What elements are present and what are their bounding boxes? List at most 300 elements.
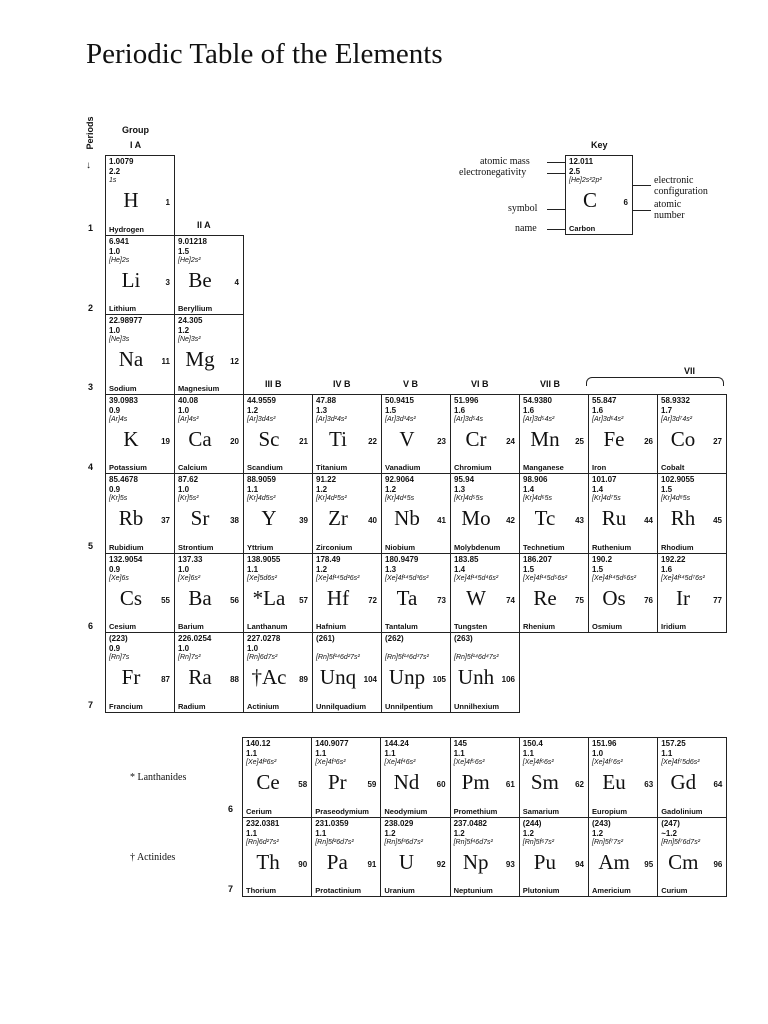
element-config: [Rn]5f²6d7s²: [315, 838, 354, 846]
element-mass: 238.029: [384, 818, 414, 828]
element-name: Iridium: [661, 622, 687, 631]
element-symbol: †Ac: [251, 665, 287, 689]
actinides-label: † Actinides: [130, 852, 176, 863]
period-number: 7: [88, 700, 94, 710]
element-name: Praseodymium: [315, 806, 369, 816]
element-config: [Rn]7s²: [178, 654, 201, 661]
element-mass: 51.996: [454, 395, 479, 405]
element-config: [Rn]5f⁶7s²: [522, 838, 555, 846]
lanthanides-label: * Lanthanides: [130, 772, 187, 783]
element-number: 45: [713, 516, 722, 525]
element-config: [Xe]4f⁶6s²: [522, 759, 554, 766]
element-electronegativity: 1.5: [592, 564, 604, 574]
element-symbol: Th: [256, 849, 280, 874]
element-name: Cesium: [109, 622, 137, 631]
element-number: 60: [436, 780, 446, 789]
element-symbol: Nd: [393, 770, 420, 794]
element-number: 55: [161, 595, 170, 605]
element-config: [Kr]4d⁶5s: [523, 495, 552, 502]
element-electronegativity: 1.1: [315, 749, 327, 758]
element-mass: 140.12: [246, 739, 271, 748]
element-mass: 6.941: [109, 236, 130, 246]
element-mass: 24.305: [178, 316, 203, 325]
element-number: 1: [165, 198, 170, 207]
element-config: [Rn]5f¹⁴6d⁴7s²: [454, 654, 499, 661]
element-cell-ti: [312, 394, 382, 475]
element-mass: 145: [453, 739, 467, 748]
element-number: 12: [230, 357, 239, 366]
element-name: Cerium: [246, 806, 272, 816]
element-cell-w: [450, 553, 520, 634]
element-cell-la: [243, 553, 313, 634]
element-electronegativity: 1.2: [316, 564, 328, 574]
element-config: [Xe]4f⁷5d6s²: [661, 759, 700, 766]
element-symbol: Unq: [319, 665, 357, 689]
element-number: 90: [298, 859, 308, 869]
element-symbol: Sc: [258, 426, 280, 451]
element-electronegativity: 1.4: [454, 564, 466, 574]
element-config: [Rn]6d7s²: [247, 654, 278, 661]
element-config: [Kr]4d²5s²: [316, 495, 347, 502]
element-name: Titanium: [316, 463, 348, 472]
element-cell-v: [381, 394, 451, 475]
key-symbol-label: symbol: [508, 203, 538, 214]
element-symbol: Ce: [256, 770, 280, 794]
element-symbol: Am: [598, 849, 630, 874]
element-config: [Rn]7s: [109, 654, 130, 661]
element-mass: 237.0482: [453, 818, 487, 828]
element-number: 74: [506, 595, 515, 605]
element-electronegativity: 1.2: [592, 828, 604, 838]
element-name: Neptunium: [453, 886, 493, 895]
element-config: [Ar]4s²: [178, 415, 199, 423]
element-number: 40: [368, 516, 377, 525]
element-electronegativity: 1.3: [385, 564, 397, 574]
element-electronegativity: 1.1: [522, 749, 534, 758]
element-electronegativity: 1.0: [109, 246, 121, 256]
element-name: Rhodium: [661, 542, 694, 552]
element-number: 4: [234, 277, 239, 287]
element-cell-y: [243, 473, 313, 554]
element-symbol: Tc: [534, 506, 556, 530]
element-config: [Ar]3d⁶4s²: [592, 415, 624, 423]
element-config: [Rn]5f⁷7s²: [592, 838, 624, 846]
element-number: 105: [432, 675, 446, 684]
key-name-label: name: [515, 223, 537, 234]
element-mass: 95.94: [454, 475, 475, 484]
element-symbol: Pu: [533, 849, 556, 874]
element-electronegativity: 1.0: [109, 326, 121, 335]
period-number: 2: [88, 302, 94, 313]
element-config: [Ar]3d⁵4s²: [523, 415, 555, 423]
element-config: [Rn]5f⁷6d7s²: [661, 838, 701, 846]
element-symbol: Cs: [119, 585, 143, 610]
element-config: 1s: [109, 177, 117, 184]
element-config: [Ar]4s: [109, 415, 128, 423]
element-number: 39: [299, 516, 308, 525]
element-number: 26: [644, 436, 653, 446]
group-5b-label: V B: [403, 379, 419, 389]
period-number: 1: [88, 223, 94, 233]
element-electronegativity: 1.5: [523, 564, 535, 574]
element-cell-hf: [312, 553, 382, 634]
element-symbol: Os: [602, 585, 626, 610]
element-mass: 55.847: [592, 395, 617, 405]
key-config-line: [633, 185, 651, 186]
element-number: 88: [230, 675, 239, 684]
element-mass: 231.0359: [315, 818, 349, 828]
element-config: [Xe]4f¹⁴5d⁴6s²: [454, 574, 499, 582]
element-number: 58: [298, 780, 308, 789]
period-number: 5: [88, 541, 94, 551]
element-config: [Rn]5f⁴6d7s²: [453, 838, 493, 846]
element-number: 44: [644, 516, 653, 525]
element-symbol: V: [399, 426, 415, 451]
group-6b-label: VI B: [471, 379, 489, 389]
element-mass: (262): [385, 634, 404, 643]
element-symbol: Sm: [530, 770, 559, 794]
element-config: [Ar]3d²4s²: [316, 415, 347, 423]
element-mass: 85.4678: [109, 475, 138, 484]
element-symbol: Unh: [457, 665, 495, 689]
element-config: [Ar]3d⁷4s²: [661, 415, 693, 423]
element-number: 59: [367, 780, 377, 789]
element-electronegativity: 0.9: [109, 485, 121, 494]
element-name: Zirconium: [316, 542, 353, 552]
element-cell-sm: [519, 737, 589, 818]
key-config: [He]2s²2p²: [569, 177, 602, 184]
element-electronegativity: 1.0: [178, 644, 190, 653]
element-mass: 151.96: [592, 739, 617, 748]
group-7b-label: VII B: [540, 379, 561, 389]
element-mass: 132.9054: [109, 554, 143, 564]
element-cell-zr: [312, 473, 382, 554]
element-name: Lithium: [109, 304, 137, 313]
periods-label: [81, 112, 99, 160]
element-name: Ruthenium: [592, 542, 632, 552]
element-symbol: Gd: [670, 770, 697, 794]
element-electronegativity: 0.9: [109, 564, 121, 574]
element-config: [Xe]4f¹⁴5d⁶6s²: [592, 574, 637, 582]
key-symbol-line: [547, 209, 565, 210]
element-symbol: Ra: [188, 665, 212, 689]
element-number: 61: [505, 780, 515, 789]
element-config: [Xe]4f⁵6s²: [453, 759, 485, 766]
element-symbol: Cr: [465, 426, 487, 451]
element-electronegativity: 1.1: [453, 749, 465, 758]
element-name: Unnilpentium: [385, 701, 433, 711]
element-name: Molybdenum: [454, 542, 501, 552]
element-mass: 226.0254: [178, 634, 212, 643]
element-mass: (223): [109, 634, 128, 643]
element-cell-ru: [588, 473, 658, 554]
element-cell-mo: [450, 473, 520, 554]
element-config: [Xe]4f¹⁴5d²6s²: [316, 574, 360, 582]
element-electronegativity: 1.6: [592, 405, 604, 415]
element-mass: 140.9077: [315, 739, 349, 748]
key-mass-line: [547, 162, 565, 163]
element-number: 20: [230, 436, 239, 446]
element-number: 25: [575, 436, 584, 446]
element-name: Curium: [661, 886, 688, 895]
element-symbol: Mo: [461, 506, 491, 530]
element-symbol: Np: [462, 849, 489, 874]
element-cell-eu: [588, 737, 658, 818]
period-number: 6: [88, 620, 94, 631]
key-symbol: C: [582, 188, 597, 212]
element-name: Technetium: [523, 542, 565, 552]
element-electronegativity: 1.6: [523, 405, 535, 415]
element-number: 64: [713, 780, 723, 789]
page-title: Periodic Table of the Elements: [86, 38, 443, 70]
element-cell-ce: [242, 737, 312, 818]
element-number: 3: [165, 277, 170, 287]
key-cell: [565, 155, 633, 235]
element-name: Sodium: [109, 383, 137, 393]
element-electronegativity: 1.0: [247, 644, 259, 653]
element-mass: (243): [592, 818, 611, 828]
element-number: 42: [506, 516, 515, 525]
element-cell-pu: [519, 817, 589, 898]
element-config: [Kr]4d⁸5s: [661, 495, 691, 502]
element-symbol: Hf: [326, 585, 350, 610]
element-mass: 98.906: [523, 475, 548, 484]
element-cell-h: [105, 155, 175, 236]
element-symbol: Re: [533, 585, 557, 610]
element-name: Gadolinium: [661, 806, 703, 816]
element-cell-am: [588, 817, 658, 898]
element-cell-np: [450, 817, 520, 898]
element-name: Unnilquadium: [316, 701, 366, 711]
element-cell-li: [105, 235, 175, 316]
element-config: [Xe]6s: [109, 574, 129, 582]
element-cell-pa: [311, 817, 381, 898]
element-number: 89: [299, 675, 308, 684]
element-electronegativity: 1.2: [384, 828, 396, 838]
element-electronegativity: 1.5: [385, 405, 397, 415]
element-electronegativity: 1.1: [246, 749, 258, 758]
element-name: Osmium: [592, 622, 623, 631]
element-electronegativity: 1.1: [661, 749, 673, 758]
periods-text: Periods: [85, 116, 95, 150]
element-electronegativity: 1.2: [316, 485, 328, 494]
element-symbol: Pa: [326, 849, 348, 874]
element-electronegativity: 1.0: [592, 749, 604, 758]
element-mass: (263): [454, 634, 473, 643]
group-8-bracket: [586, 377, 724, 386]
element-cell-mg: [174, 314, 244, 395]
group-8-label: VII: [684, 366, 696, 376]
element-symbol: Co: [670, 426, 696, 451]
element-symbol: Ba: [188, 585, 212, 610]
period-number: 3: [88, 382, 94, 392]
element-name: Americium: [592, 886, 631, 895]
element-number: 19: [161, 436, 170, 446]
element-config: [Kr]4d⁵5s: [454, 495, 484, 502]
element-mass: 232.0381: [246, 818, 280, 828]
element-config: [Xe]4f⁴6s²: [384, 759, 416, 766]
element-name: Actinium: [247, 701, 280, 711]
element-config: [Kr]4d⁴5s: [385, 495, 415, 502]
element-symbol: Mn: [530, 426, 560, 451]
element-mass: 54.9380: [523, 395, 552, 405]
element-mass: (247): [661, 818, 680, 828]
element-cell-mn: [519, 394, 589, 475]
element-name: Radium: [178, 701, 206, 711]
element-name: Manganese: [523, 463, 564, 472]
element-mass: 88.9059: [247, 475, 276, 484]
element-mass: (244): [522, 818, 542, 828]
element-cell-pm: [450, 737, 520, 818]
element-mass: 227.0278: [247, 634, 281, 643]
element-number: 56: [230, 595, 239, 605]
element-name: Magnesium: [178, 383, 220, 393]
element-electronegativity: 1.4: [592, 485, 604, 494]
element-symbol: Y: [261, 506, 277, 530]
element-electronegativity: 1.2: [385, 485, 397, 494]
element-cell-cs: [105, 553, 175, 634]
element-mass: 144.24: [384, 739, 409, 748]
element-name: Hafnium: [316, 622, 346, 631]
element-number: 91: [367, 859, 377, 869]
key-name: Carbon: [569, 224, 596, 233]
key-number-label: atomic number: [654, 199, 685, 221]
key-en-label: electronegativity: [459, 167, 527, 178]
element-cell-sc: [243, 394, 313, 475]
element-number: 37: [161, 516, 170, 525]
element-name: Calcium: [178, 463, 208, 472]
element-mass: 39.0983: [109, 395, 138, 405]
element-mass: 50.9415: [385, 395, 414, 405]
element-electronegativity: 0.9: [109, 644, 121, 653]
element-number: 73: [437, 595, 446, 605]
element-electronegativity: 1.1: [247, 564, 259, 574]
element-number: 104: [363, 675, 377, 684]
element-number: 106: [501, 675, 515, 684]
element-config: [Rn]5f¹⁴6d²7s²: [316, 654, 360, 661]
element-config: [Kr]4d⁷5s: [592, 495, 621, 502]
element-config: [Rn]5f³6d7s²: [384, 838, 423, 846]
element-name: Tantalum: [385, 622, 418, 631]
element-cell-cr: [450, 394, 520, 475]
element-config: [Rn]6d²7s²: [246, 838, 279, 846]
element-symbol: Zr: [328, 506, 348, 530]
group-label: Group: [122, 125, 149, 135]
key-electronegativity: 2.5: [569, 167, 581, 176]
element-electronegativity: 1.2: [453, 828, 465, 838]
element-electronegativity: 1.0: [178, 405, 190, 415]
element-number: 21: [299, 436, 308, 446]
element-electronegativity: ~1.2: [661, 828, 677, 838]
element-symbol: Ca: [188, 426, 212, 451]
element-number: 57: [299, 595, 308, 605]
element-name: Protactinium: [315, 886, 362, 895]
element-name: Niobium: [385, 542, 415, 552]
element-config: [Xe]4f¹⁴5d³6s²: [385, 574, 429, 582]
element-name: Europium: [592, 806, 627, 816]
element-number: 92: [436, 859, 446, 869]
element-config: [Xe]4f²6s²: [246, 759, 277, 766]
element-number: 11: [161, 357, 170, 366]
element-mass: 92.9064: [385, 475, 414, 484]
element-name: Yttrium: [247, 542, 274, 552]
element-mass: 186.207: [523, 554, 552, 564]
element-number: 76: [644, 595, 653, 605]
element-name: Rhenium: [523, 622, 556, 631]
element-config: [Xe]4f¹⁴5d⁵6s²: [523, 574, 568, 582]
element-electronegativity: 2.2: [109, 167, 121, 176]
element-number: 75: [575, 595, 584, 605]
element-cell-na: [105, 314, 175, 395]
element-name: Scandium: [247, 463, 283, 472]
key-label: Key: [591, 140, 608, 150]
element-number: 43: [575, 516, 584, 525]
element-symbol: Rh: [670, 506, 696, 530]
element-cell-ba: [174, 553, 244, 634]
element-cell-th: [242, 817, 312, 898]
element-symbol: Ta: [396, 585, 418, 610]
element-name: Hydrogen: [109, 224, 145, 234]
element-cell-rb: [105, 473, 175, 554]
series-period-6: 6: [228, 804, 234, 814]
element-name: Barium: [178, 622, 204, 631]
element-mass: 150.4: [522, 739, 543, 748]
element-symbol: Fr: [121, 665, 141, 689]
element-cell-tc: [519, 473, 589, 554]
element-name: Iron: [592, 463, 607, 472]
element-mass: 137.33: [178, 554, 203, 564]
element-config: [Ne]3s: [109, 336, 130, 343]
element-name: Promethium: [453, 806, 498, 816]
element-name: Chromium: [454, 463, 492, 472]
key-mass: 12.011: [569, 157, 594, 166]
element-mass: 183.85: [454, 554, 479, 564]
element-config: [He]2s²: [178, 256, 201, 264]
element-mass: 178.49: [316, 554, 341, 564]
element-cell-sr: [174, 473, 244, 554]
element-number: 94: [575, 859, 584, 869]
key-config-label: electronic configuration: [654, 175, 708, 197]
element-name: Uranium: [384, 886, 415, 895]
element-electronegativity: 1.6: [661, 564, 673, 574]
element-mass: 87.62: [178, 475, 199, 484]
element-electronegativity: 1.1: [246, 828, 258, 838]
element-symbol: Ir: [676, 585, 690, 610]
element-config: [Kr]5s²: [178, 495, 199, 502]
element-cell-be: [174, 235, 244, 316]
element-mass: 102.9055: [661, 475, 695, 484]
element-symbol: Be: [188, 267, 212, 292]
element-config: [Ar]3d⁵4s: [454, 415, 484, 423]
element-number: 62: [575, 780, 584, 789]
element-cell-unp: [381, 632, 451, 713]
element-config: [Kr]4d5s²: [247, 495, 276, 502]
element-number: 95: [644, 859, 654, 869]
element-electronegativity: 1.0: [178, 564, 190, 574]
key-en-line: [547, 173, 565, 174]
element-electronegativity: 1.2: [522, 828, 534, 838]
element-name: Potassium: [109, 463, 147, 472]
element-mass: 44.9559: [247, 395, 276, 405]
element-mass: 190.2: [592, 554, 613, 564]
element-cell-ta: [381, 553, 451, 634]
element-mass: 138.9055: [247, 554, 281, 564]
element-symbol: Pm: [461, 770, 490, 794]
element-cell-u: [380, 817, 450, 898]
element-config: [Kr]5s: [109, 495, 128, 502]
element-name: Unnilhexium: [454, 701, 500, 711]
element-symbol: Eu: [602, 770, 626, 794]
